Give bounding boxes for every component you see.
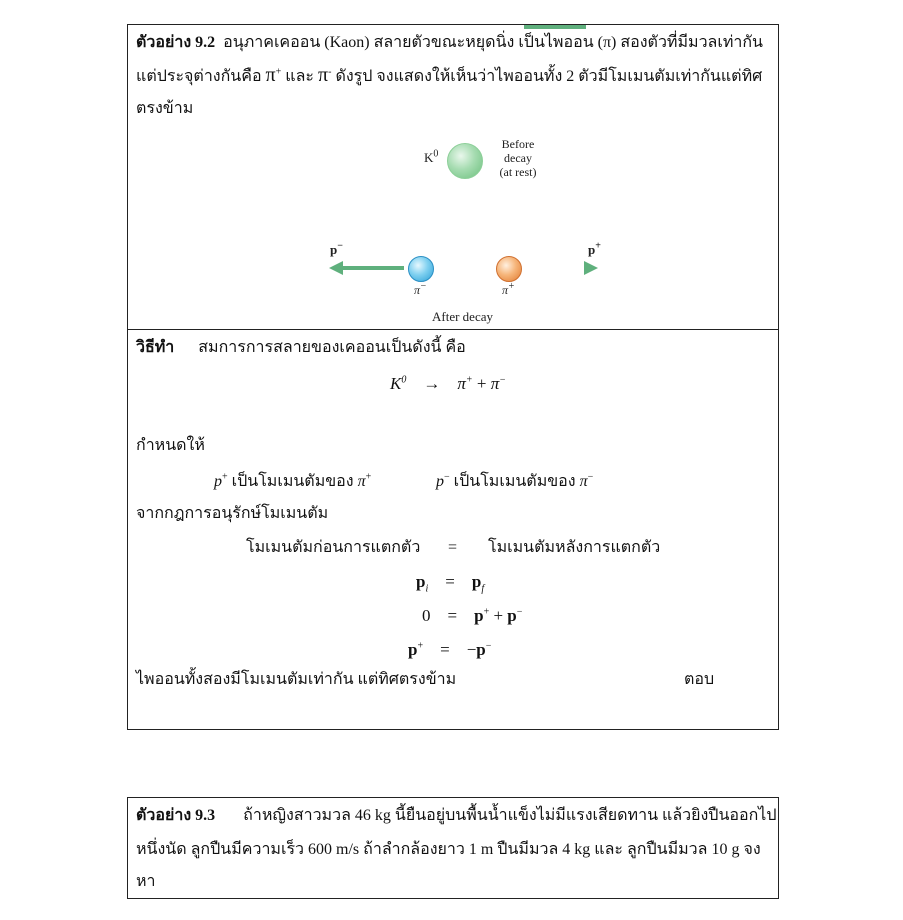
eq-symbol: p [507, 606, 517, 625]
eq-symbol: K [390, 374, 402, 393]
eq-symbol: 0 [422, 606, 431, 625]
solution-text: เป็นโมเมนตัมของ [449, 473, 580, 490]
example-9-3-box [127, 797, 779, 899]
equation-pi-pf [416, 572, 485, 595]
before-text: Before [501, 137, 535, 151]
eq-symbol: p [416, 572, 426, 591]
example-9-3-line1 [136, 806, 777, 826]
pi-plus-label [502, 283, 515, 297]
kaon-symbol: K [424, 150, 434, 165]
p-plus-label [588, 240, 601, 257]
eq-sup: + [417, 640, 424, 652]
conclusion-line: ไพออนทั้งสองมีโมเมนตัมเท่ากัน แต่ทิศตรงข้าม [136, 671, 457, 688]
definition-p-plus [214, 472, 371, 492]
charge-sign: - [328, 66, 332, 78]
example-9-2-box [127, 24, 779, 330]
p-minus-label [330, 240, 343, 257]
charge-sign: + [275, 66, 282, 78]
pi-sup: − [420, 281, 427, 292]
problem-text: อนุภาคเคออน (Kaon) สลายตัวขณะหยุดนิ่ง เป็นไพออน (π) สองตัวที่มีมวลเท่ากัน [223, 34, 763, 51]
eq-symbol: p [214, 473, 222, 490]
pi-symbol: π [502, 283, 509, 297]
example-9-3-line3: หา [136, 873, 156, 890]
pi-minus-label [414, 283, 427, 297]
momentum-before: โมเมนตัมก่อนการแตกตัว [246, 539, 421, 556]
eq-sub: i [425, 583, 429, 595]
momentum-arrow-left [342, 266, 404, 270]
eq-sup: + [365, 471, 372, 483]
eq-sup: + [483, 606, 490, 618]
pi-minus-particle [408, 256, 434, 282]
after-decay-label: After decay [432, 309, 493, 324]
eq-op: = [440, 640, 450, 659]
eq-op: − [466, 640, 477, 659]
equation-zero [422, 606, 522, 626]
equals-sign: = [448, 539, 458, 556]
pi-plus-particle [496, 256, 522, 282]
given-line: กำหนดให้ [136, 437, 205, 454]
eq-symbol: π [579, 473, 588, 490]
solution-intro-line [136, 338, 466, 358]
p-symbol: p [330, 242, 338, 257]
p-sup: − [337, 240, 343, 252]
pi-sup: + [508, 281, 515, 292]
arrow-left-icon [329, 261, 343, 275]
solution-text: เป็นโมเมนตัมของ [227, 473, 358, 490]
before-text: (at rest) [499, 165, 537, 179]
eq-sup: + [222, 471, 228, 483]
eq-op: + [489, 606, 508, 625]
arrow-icon: → [423, 374, 441, 393]
example-9-2-line1 [136, 33, 763, 53]
eq-symbol: p [474, 606, 484, 625]
example-label: ตัวอย่าง 9.2 [136, 34, 216, 51]
eq-sup: − [516, 606, 523, 618]
pi-symbol: π [265, 64, 276, 86]
eq-op: = [447, 606, 458, 625]
kaon-sup: 0 [433, 148, 439, 160]
eq-symbol: p [408, 640, 418, 659]
arrow-right-icon [584, 261, 598, 275]
equation-result [408, 640, 491, 660]
conservation-law-line: จากกฎการอนุรักษ์โมเมนตัม [136, 505, 329, 522]
problem-text: แต่ประจุต่างกันคือ [136, 68, 266, 85]
example-label: ตัวอย่าง 9.3 [136, 807, 216, 824]
problem-text: และ [281, 68, 319, 85]
example-9-2-line2 [136, 65, 762, 87]
solution-label: วิธีทำ [136, 339, 175, 356]
example-9-3-line2: หนึ่งนัด ลูกปืนมีความเร็ว 600 m/s ถ้าลำกล้องยาว 1 m ปืนมีมวล 4 kg และ ลูกปืนมีมวล 10 g จง [136, 841, 761, 858]
example-9-2-line3 [136, 99, 193, 119]
before-text: decay [504, 151, 532, 165]
answer-label: ตอบ [684, 671, 715, 688]
eq-symbol: p [476, 640, 486, 659]
eq-sup: − [587, 471, 594, 483]
eq-symbol: p [471, 572, 482, 591]
eq-symbol: π [457, 374, 466, 393]
problem-text: ตรงข้าม [136, 100, 194, 117]
p-sup: + [595, 240, 601, 252]
pi-symbol: π [318, 64, 329, 86]
eq-symbol: p [436, 473, 444, 490]
definition-p-minus [436, 472, 593, 492]
problem-text: ดังรูป จงแสดงให้เห็นว่าไพออนทั้ง 2 ตัวมีโมเมนตัมเท่ากันแต่ทิศ [331, 68, 763, 85]
pi-symbol: π [414, 283, 421, 297]
eq-op: + [472, 374, 491, 393]
eq-sup: − [444, 471, 450, 483]
eq-sup: + [465, 374, 473, 386]
eq-sup: 0 [401, 374, 407, 386]
eq-sup: − [499, 374, 506, 386]
eq-sub: f [481, 583, 485, 595]
decay-equation [390, 374, 506, 394]
eq-op: = [445, 572, 455, 591]
problem-text: ถ้าหญิงสาวมวล 46 kg นี้ยืนอยู่บนพื้นน้ำแข็งไม่มีแรงเสียดทาน แล้วยิงปืนออกไป [243, 807, 777, 824]
eq-symbol: π [357, 473, 366, 490]
kaon-particle [447, 143, 483, 179]
momentum-after: โมเมนตัมหลังการแตกตัว [488, 539, 661, 556]
momentum-arrow-right [524, 25, 586, 29]
eq-symbol: π [490, 374, 500, 393]
solution-9-2-box [127, 330, 779, 730]
solution-text: สมการการสลายของเคออนเป็นดังนี้ คือ [198, 339, 466, 356]
p-symbol: p [588, 242, 596, 257]
before-decay-label [490, 137, 546, 179]
kaon-label [424, 148, 439, 165]
eq-sup: − [485, 640, 492, 652]
